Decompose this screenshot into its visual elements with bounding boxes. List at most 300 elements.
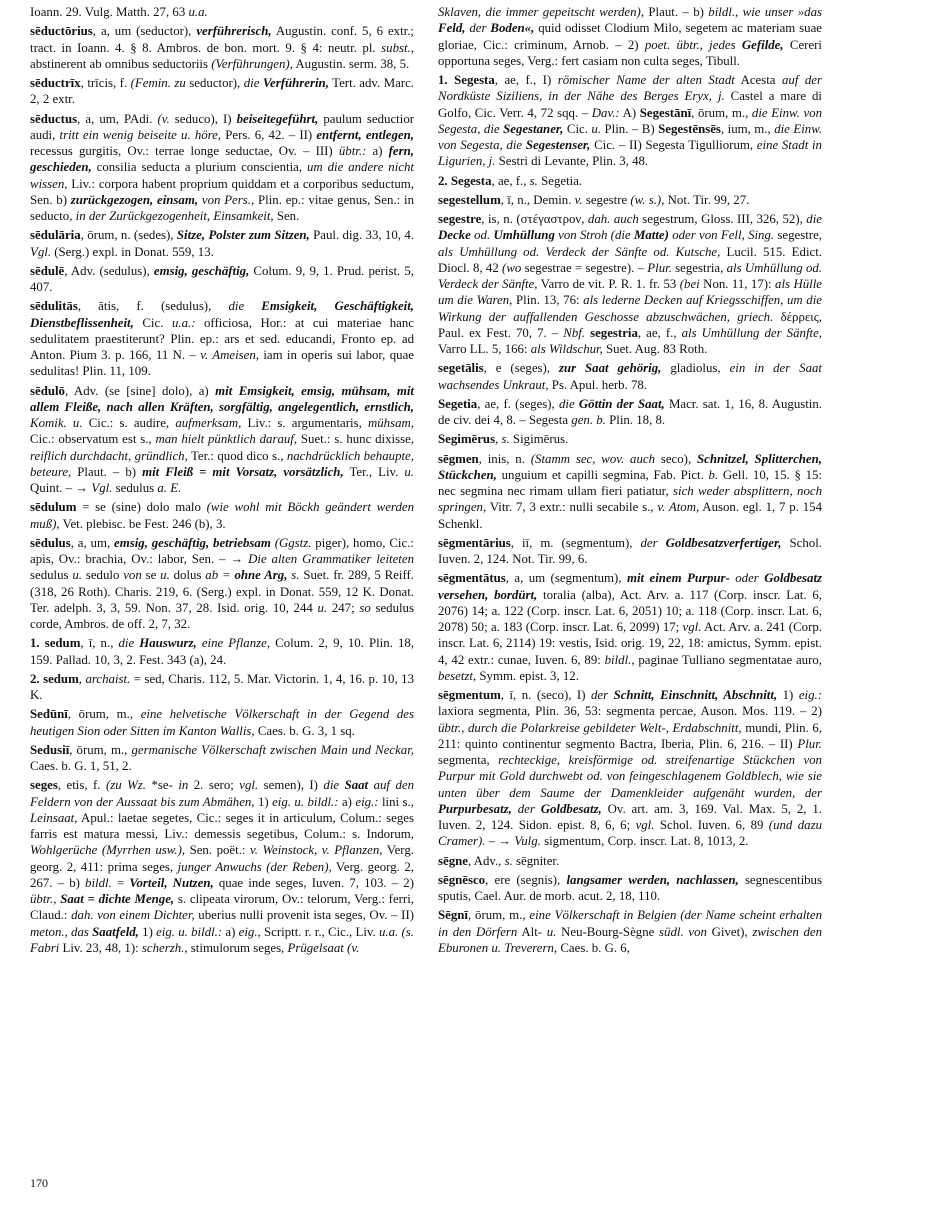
entry-text: Tert. adv. Marc. 2, 2 extr.	[30, 76, 414, 107]
dictionary-entry	[438, 451, 822, 532]
bold-italic-term: Decke	[438, 228, 471, 243]
dictionary-entry	[438, 396, 822, 429]
entry-text: , Adv.,	[467, 853, 505, 868]
entry-text: Suet. Aug. 83 Roth.	[602, 342, 708, 356]
entry-text: officiosa, Hor.: at cui materiae hanc sedulitatem praestiterunt? Plin. ep.: ars et sed. educandi, Fronto ep. ad Anton. Pium 3. p. 166, 11 N. –	[30, 315, 415, 362]
entry-italic: in der Zurückgezogenheit, Einsamkeit,	[75, 209, 274, 223]
dictionary-entry	[30, 777, 414, 956]
entry-text: Quint. – →	[30, 481, 92, 495]
entry-italic: Vgl.	[91, 481, 113, 495]
headword: 1. sedum	[30, 636, 81, 651]
entry-text: Varro de vit. P. R. 1. fr. 53	[537, 277, 680, 291]
entry-text: ,	[78, 671, 86, 686]
entry-text: , ī, n. (seco), I)	[500, 688, 591, 702]
headword: sēductōrius	[30, 24, 93, 39]
bold-italic-term: Hauswurz,	[139, 636, 197, 651]
bold-italic-term: Goldbesatz versehen, bordürt,	[438, 571, 823, 602]
entry-text: consilia seducta a plurium conscientia,	[91, 160, 307, 175]
entry-italic: aufmerksam,	[175, 416, 242, 430]
entry-text: a)	[338, 794, 356, 809]
dictionary-entry	[438, 687, 822, 850]
bold-italic-term: Umhüllung	[493, 228, 555, 243]
dictionary-entry	[438, 907, 822, 956]
bold-italic-term: Saatfeld,	[92, 924, 139, 939]
entry-text: Ov. art. am. 3, 169. Val. Max. 5, 2, 1. Iuven. 2, 124. Sidon. epist. 8, 6, 6;	[438, 801, 823, 832]
bold-italic-term: ohne Arg,	[234, 568, 288, 583]
bold-italic-term: mit einem Purpur-	[626, 571, 730, 586]
entry-text: , ōrum, m.,	[69, 742, 132, 757]
dictionary-entry	[438, 535, 822, 568]
entry-italic: scherzh.,	[141, 940, 188, 955]
entry-italic: übtr.,	[30, 892, 57, 906]
entry-italic: Nbf.	[563, 325, 586, 340]
entry-text: Cic.: observatum est s.,	[30, 432, 156, 447]
headword: Sedūnī	[30, 707, 68, 722]
entry-text: Caes. b. G. 6,	[557, 940, 630, 955]
entry-italic: u.a.	[188, 5, 208, 19]
page-number: 170	[30, 1176, 48, 1190]
headword: sēgmentārius	[438, 535, 511, 550]
headword: sēgmentum	[438, 688, 501, 702]
headword: sēgnēsco	[438, 872, 486, 887]
dictionary-entry	[30, 742, 414, 775]
entry-text: Alt-	[517, 924, 547, 939]
entry-text: – →	[485, 834, 515, 849]
entry-text: , ī, n.,	[80, 636, 119, 651]
entry-text: Acesta	[734, 73, 782, 87]
entry-italic: von Stroh (die	[554, 228, 634, 243]
entry-text: piger), homo, Cic.: apis, Ov.: brachia, Ov.: labor, Sen. – →	[30, 535, 414, 566]
entry-text: unguium et capilli segmina, Fab. Pict.	[496, 467, 709, 482]
entry-text: laxiora segmenta, Plin. 36, 53: segmenta percae, Auson. Mos. 119. – 2)	[438, 704, 822, 719]
entry-italic: b.	[708, 467, 719, 482]
entry-italic: rechteckige, kreisförmige od. streifenartige Stückchen von Purpur mit Gold durchwebt od. von feingeschlagenem Goldblech, wie sie unten über dem Saume der Damenkleider aufgenäht wurden, der	[438, 753, 822, 800]
entry-text: Caes. b. G. 1, 51, 2.	[30, 759, 132, 773]
headword: segestre	[438, 212, 482, 226]
entry-text: , ōrum, m.,	[691, 105, 752, 120]
entry-text: Plaut. – b)	[71, 464, 143, 479]
entry-italic: s.	[504, 853, 513, 868]
entry-text: ,	[495, 432, 502, 447]
entry-italic: oder	[729, 571, 765, 586]
entry-italic: dah. von einem Dichter,	[71, 908, 195, 923]
entry-text: Sestri di Levante, Plin. 3, 48.	[495, 154, 649, 169]
entry-italic: u.	[72, 568, 83, 583]
entry-italic: eine Stadt in Ligurien, j.	[438, 138, 822, 169]
dictionary-entry	[30, 706, 414, 739]
dictionary-entry	[30, 635, 414, 668]
entry-italic: (und dazu Cramer).	[438, 818, 822, 849]
entry-text: Cic.: s. audire,	[82, 416, 176, 430]
dictionary-entry	[30, 263, 414, 296]
entry-text: Ps. Apul. herb. 78.	[548, 377, 648, 392]
entry-text: a)	[222, 924, 239, 939]
entry-text: , Adv. (se [sine] dolo), a)	[64, 383, 216, 398]
dictionary-entry	[438, 853, 822, 869]
dictionary-entry	[438, 173, 822, 189]
entry-italic: als lederne Decken auf Kriegsschiffen, um die Wirkung der auffallenden Geschosse abzuschwächen, griech.	[438, 293, 822, 324]
bold-italic-term: beiseitegeführt,	[236, 111, 319, 126]
entry-text: (Serg.) expl. in Donat. 559, 13.	[51, 244, 214, 259]
entry-italic: u.a.:	[171, 315, 196, 330]
dictionary-entry	[438, 4, 822, 69]
entry-text: , ae, f., I)	[494, 73, 558, 87]
bold-italic-term: Vorteil, Nutzen,	[129, 875, 214, 890]
entry-italic: subst.,	[381, 40, 414, 55]
entry-text: 1)	[777, 688, 799, 702]
entry-italic: u.	[546, 924, 557, 939]
entry-text: segestria,	[671, 260, 727, 275]
entry-text: Augustin. conf. 5, 6 extr.; tract. in Ioann. 4. § 8. Ambros. de bon. mort. 9. § 4: neutr. pl.	[30, 24, 414, 55]
entry-text: Schol. Iuven. 6, 89	[654, 818, 769, 832]
entry-text: seductor),	[185, 76, 244, 90]
entry-italic: dah. auch	[587, 212, 639, 226]
entry-italic: nachdrücklich behaupte, beteure,	[30, 448, 414, 479]
entry-text: Gell. 10, 15. § 15: nec segmina nec rimam ullam fieri patiatur,	[438, 467, 822, 498]
entry-italic: zwischen den Eburonen u. Treverern,	[438, 924, 823, 955]
entry-text: Verg. georg. 2, 267. – b)	[30, 859, 414, 890]
entry-text: Schol. Iuven. 2, 124. Not. Tir. 99, 6.	[438, 535, 822, 566]
entry-text: , is, n. (στέγαστρον,	[481, 212, 588, 226]
entry-text: Auson. egl. 1, 7 p. 154 Schenkl.	[438, 500, 823, 531]
entry-text: recessus gurgitis, Ov.: terrae longe seductae, Ov. – III)	[30, 144, 339, 158]
headword: sēdulum	[30, 500, 77, 515]
headword: sēdulitās	[30, 299, 78, 314]
entry-text: , iī, m. (segmentum),	[510, 535, 641, 550]
entry-text: Ter., Liv.	[343, 464, 405, 479]
headword: sēdulus	[30, 535, 71, 550]
entry-text: Suet.: s. hunc dixisse,	[297, 432, 414, 447]
bold-italic-term: verführerisch,	[196, 24, 272, 39]
entry-text: Not. Tir. 99, 27.	[664, 192, 750, 207]
entry-italic: v.	[574, 192, 583, 207]
bold-italic-term: Saat	[344, 778, 369, 793]
entry-italic: die	[228, 299, 262, 314]
entry-text: sēgniter.	[512, 853, 560, 868]
entry-italic: mühsam,	[367, 416, 414, 430]
entry-text: paginae Tulliano segmentatae auro,	[634, 652, 822, 667]
entry-text: sedulo	[82, 568, 124, 583]
entry-text: Plin. 13, 76:	[512, 293, 584, 308]
dictionary-entry	[30, 499, 414, 532]
entry-text: Macr. sat. 1, 16, 8. Augustin. de civ. dei 4, 8. – Segesta	[438, 396, 823, 427]
bold-italic-term: Goldbesatzverfertiger,	[665, 535, 782, 550]
entry-italic: eig. u. bildl.:	[272, 794, 339, 809]
entry-italic: od.	[470, 228, 494, 243]
entry-text: 1)	[254, 794, 273, 809]
entry-italic: der	[590, 688, 614, 702]
entry-text: segestrum, Gloss. III, 326, 52),	[638, 212, 807, 226]
entry-italic: auf der Nordküste Siziliens, in der Nähe des Berges Eryx, j.	[438, 73, 822, 104]
bold-italic-term: Purpurbesatz,	[438, 801, 512, 816]
bold-italic-term: Saat = dichte Menge,	[60, 892, 175, 906]
entry-text: = sed, Charis. 112, 5. Mar. Victorin. 1, 4, 16. p. 10, 13 K.	[30, 671, 414, 702]
bold-italic-term: Göttin der Saat,	[578, 396, 665, 411]
entry-text: , ae, f.,	[637, 325, 682, 340]
headword: segetālis	[438, 361, 484, 376]
entry-italic: (wie wohl mit Böckh geändert werden muß),	[30, 500, 414, 531]
entry-text: , ae, f.,	[491, 173, 530, 188]
bold-italic-term: Verführerin,	[262, 76, 329, 90]
entry-text: seduco), I)	[169, 111, 237, 126]
entry-italic: die	[243, 76, 263, 90]
dictionary-entry	[30, 23, 414, 72]
entry-text: Scriptt. r. r., Cic., Liv.	[260, 924, 379, 939]
entry-text: segnescentibus sputis, Cael. Aur. de morb. acut. 2, 18, 110.	[438, 872, 822, 903]
entry-italic: gen. b.	[571, 413, 606, 427]
entry-italic: germanische Völkerschaft zwischen Main und Neckar,	[131, 742, 415, 757]
entry-text: , trīcis, f.	[80, 76, 131, 90]
entry-text: , ī, n., Demin.	[500, 192, 575, 207]
entry-italic: Vgl.	[30, 244, 52, 259]
entry-italic: südl. von	[659, 924, 707, 939]
entry-text: Plin. ep.: vitae genus, Sen.: in seducto,	[30, 192, 414, 223]
entry-italic: Vulg.	[514, 834, 541, 849]
entry-text: iam in operis sui labor, quae sedulitas! Plin. 11, 109.	[30, 348, 414, 379]
entry-text: Varro LL. 5, 166:	[438, 342, 531, 356]
entry-italic: (Stamm sec, wov. auch	[530, 451, 656, 466]
bold-italic-term: Goldbesatz,	[540, 801, 602, 816]
entry-text: lini s.,	[378, 794, 414, 809]
entry-italic: die Einw. von Segesta, die	[438, 121, 823, 152]
entry-text: , e (seges),	[483, 361, 559, 376]
dictionary-entry	[438, 360, 822, 393]
entry-italic: meton., das	[30, 924, 93, 939]
dictionary-entry	[438, 192, 822, 208]
entry-italic: v. Weinstock, v. Pflanzen,	[250, 843, 383, 858]
entry-italic: u.a. (s. Fabri	[30, 924, 414, 955]
entry-text: se	[141, 568, 161, 583]
entry-text: stimulorum seges,	[187, 940, 288, 955]
headword: sēdulō	[30, 383, 65, 398]
bold-italic-term: Matte)	[633, 228, 669, 243]
entry-text: = se (sine) dolo malo	[76, 500, 207, 515]
entry-italic: junger Anwuchs (der Reben),	[177, 859, 332, 874]
entry-text: Cic. – II) Segesta Tigulliorum,	[590, 138, 757, 152]
bold-italic-term: Schnitt, Einschnitt, Abschnitt,	[613, 688, 778, 702]
entry-text: semen), I)	[258, 778, 324, 793]
entry-italic: eig.,	[238, 924, 261, 939]
entry-italic: (w. s.),	[630, 192, 665, 207]
entry-text: , etis, f.	[57, 778, 106, 793]
headword: sēgmen	[438, 451, 479, 466]
bold-italic-term: Sitze, Polster zum Sitzen,	[176, 228, 310, 243]
entry-italic: (Femin. zu	[130, 76, 186, 90]
entry-text: Vitr. 7, 3 extr.: nulli secabile s.,	[486, 500, 658, 515]
dictionary-entry	[438, 872, 822, 905]
entry-text: dolus	[169, 568, 206, 583]
entry-text: , a, um,	[70, 535, 115, 550]
headword: sēdulāria	[30, 228, 81, 243]
entry-text: Liv.: corpora habent proprium quiddam et a corporibus seductum, Sen. b)	[30, 176, 414, 207]
entry-italic: Dav.:	[591, 105, 620, 120]
entry-italic: (bei	[679, 277, 700, 291]
entry-text: Apul.: laetae segetes, Cic.: seges it in articulum, Colum.: seges farris est matura messi, Liv.: demessis segetibus, Colum.: s. Indorum,	[30, 810, 414, 841]
entry-italic: die	[118, 636, 140, 651]
bold-italic-term: Gefilde,	[741, 37, 784, 52]
bold-italic-term: zurückgezogen, einsam,	[70, 192, 199, 207]
entry-italic: die	[558, 396, 579, 411]
headword: 2. Segesta	[438, 173, 492, 188]
headword: sēgne	[438, 853, 468, 868]
entry-text: Neu-Bourg-Sègne	[556, 924, 660, 939]
entry-text: quae inde seges, Iuven. 7, 103. – 2)	[213, 875, 414, 890]
entry-text: , a, um (segmentum),	[505, 571, 627, 586]
entry-italic: (v.	[157, 111, 170, 126]
headword: sēductus	[30, 111, 78, 126]
entry-italic: um die andere nicht wissen,	[30, 160, 414, 191]
headword: Segetia	[438, 396, 478, 411]
bold-italic-term: Segestaner,	[503, 121, 564, 136]
entry-text: abstinerent ab omnibus seductoriis	[30, 56, 212, 71]
entry-italic: die	[323, 778, 345, 793]
entry-text: , Adv. (sedulus),	[64, 263, 154, 278]
dictionary-entry	[30, 298, 414, 379]
entry-text: Paul. dig. 33, 10, 4.	[309, 228, 414, 243]
entry-italic: der	[511, 801, 541, 816]
entry-italic: als Wildschur,	[530, 342, 603, 356]
bold-italic-term: zur Saat gehörig,	[558, 361, 662, 376]
entry-italic: v. Ameisen,	[200, 348, 259, 362]
entry-text: seco),	[655, 451, 697, 466]
headword: sēgmentātus	[438, 571, 506, 586]
entry-italic: eine Pflanze,	[196, 636, 271, 651]
entry-text: , ōrum, m.,	[67, 707, 141, 722]
entry-italic: man hielt pünktlich darauf,	[155, 432, 298, 447]
dictionary-entry	[438, 570, 822, 684]
entry-text: gladiolus,	[661, 361, 730, 376]
entry-italic: auf den Feldern von der Aussaat bis zum Abmähen,	[30, 778, 414, 809]
entry-text: Augustin. serm. 38, 5.	[292, 56, 410, 71]
entry-text: Act. Arv. a. 241 (Corp. inscr. Lat. 6, 2114) 19: vestis, Isid. orig. 19, 22, 18: amictus, Symm. epist. 4, 42 extr.: cunae, Iuven. 6, 89:	[438, 620, 822, 667]
bold-italic-term: Feld,	[438, 21, 466, 36]
entry-text: Cic.	[563, 121, 592, 136]
entry-italic: eig.:	[355, 794, 379, 809]
dictionary-entry	[438, 72, 822, 170]
entry-text: *se-	[146, 778, 179, 793]
entry-italic: archaist.	[85, 671, 131, 686]
entry-text: segestrae = segestre). –	[521, 260, 648, 275]
entry-text: Verg. georg. 2, 411: prima seges,	[30, 843, 414, 874]
entry-italic: als Umhüllung der Sänfte,	[681, 325, 822, 340]
entry-text: A)	[619, 105, 640, 120]
entry-text: =	[111, 875, 130, 890]
entry-italic: u.	[591, 121, 602, 136]
bold-italic-term: Schnitzel, Splitterchen, Stückchen,	[438, 451, 822, 482]
entry-text: Segetia.	[537, 173, 583, 188]
bold-italic-term: Emsigkeit, Geschäftigkeit, Dienstbeflissenheit,	[30, 299, 415, 330]
entry-text: Vet. plebisc. be Fest. 246 (b), 3.	[59, 516, 226, 531]
bold-italic-term: Segestenser,	[525, 138, 591, 152]
entry-text: Colum. 2, 9, 10. Plin. 18, 159. Pallad. 10, 3, 2. Fest. 343 (a), 24.	[30, 636, 415, 667]
entry-italic: die Einw. von Segesta, die	[438, 105, 823, 136]
entry-italic: der	[640, 535, 666, 550]
entry-text: Ioann. 29. Vulg. Matth. 27, 63	[30, 5, 189, 19]
entry-italic: Die alten Grammatiker leiteten	[248, 552, 414, 566]
entry-italic: von	[123, 568, 142, 583]
entry-text: , ium, m.,	[720, 121, 775, 136]
entry-italic: u.	[317, 600, 328, 615]
entry-text: , a, um (seductor),	[92, 24, 197, 39]
entry-text: , inis, n.	[478, 451, 531, 466]
entry-text: mundi, Plin. 6, 211: quinto continentur segmento Bactra, Iberia, Plin. 6, 216. – II)	[438, 720, 822, 751]
entry-text: Plaut. – b)	[644, 5, 709, 19]
headword: sēductrīx	[30, 76, 81, 90]
entry-text: Cereri opportuna seges, Verg.: fert casiam non culta seges, Tibull.	[438, 37, 822, 68]
dictionary-entry	[438, 431, 822, 447]
entry-italic: eine Völkerschaft in Belgien (der Name scheint erhalten in den Dörfern	[438, 908, 822, 939]
entry-italic: tritt ein wenig beiseite u. höre,	[59, 127, 222, 142]
entry-italic: u.	[160, 568, 170, 583]
entry-text: Castel a mare di Golfo, Cic. Verr. 4, 72 sqq. –	[438, 89, 822, 120]
entry-text: , a, um, PAdi.	[77, 111, 158, 126]
entry-italic: als Umhüllung od. Verdeck der Sänfte,	[438, 260, 822, 291]
entry-text: segestre	[582, 192, 631, 207]
entry-text: a)	[366, 144, 389, 158]
entry-text: Lucil. 515. Edict. Diocl. 8, 42	[438, 244, 822, 275]
entry-text: sigmentum, Corp. inscr. Lat. 8, 1013, 2.	[540, 834, 749, 849]
entry-italic: sich weder absplittern, noch springen,	[438, 484, 822, 515]
entry-text: Sigimērus.	[509, 432, 569, 447]
bold-italic-term: Boden«,	[490, 21, 535, 36]
entry-text: , ātis, f. (sedulus),	[77, 299, 229, 314]
entry-text: Suet. fr. 289, 5 Reiff. (318, 26 Roth). Charis. 219, 6. (Serg.) expl. in Donat. 559, 12 K. Donat. Ter. adelph. 3, 3, 59. Non. 37, 28. Isid. orig. 10, 244	[30, 568, 415, 615]
entry-italic: bildl., wie unser »das	[708, 5, 823, 19]
entry-italic: in	[178, 778, 189, 793]
entry-text: s. clipeata virorum, Ov.: telorum, Verg.: ferri, Claud.:	[30, 892, 414, 923]
bold-italic-term: entfernt, entlegen,	[316, 127, 414, 142]
entry-italic: bildl.,	[604, 652, 635, 667]
entry-italic: von Pers.,	[198, 192, 255, 207]
entry-italic: eig.:	[798, 688, 822, 702]
headword: 2. sedum	[30, 671, 79, 686]
dictionary-entry	[30, 227, 414, 260]
entry-italic: besetzt,	[438, 668, 477, 683]
entry-text: 247;	[327, 600, 360, 615]
entry-text: Ter.: quod dico s.,	[187, 448, 287, 463]
entry-text: Sen. poët.:	[185, 843, 250, 858]
entry-italic: vgl.	[682, 620, 702, 634]
entry-italic: poet. übtr., jedes	[644, 37, 742, 52]
dictionary-entry	[30, 4, 414, 20]
entry-text: Colum. 9, 9, 1. Prud. perist. 5, 407.	[30, 263, 414, 294]
entry-italic: reiflich durchdacht, gründlich,	[30, 448, 188, 463]
entry-text: sedulus	[30, 568, 73, 583]
entry-text: segestre,	[774, 228, 822, 243]
entry-text: 1)	[138, 924, 157, 939]
entry-italic: Sklaven, die immer gepeitscht werden),	[438, 5, 645, 19]
dictionary-entry	[30, 383, 414, 497]
entry-italic: Leinsaat,	[30, 810, 78, 825]
entry-italic: ein in der Saat wachsendes Unkraut,	[438, 361, 822, 392]
headword: 1. Segesta	[438, 73, 495, 87]
dictionary-entry	[438, 211, 822, 357]
bold-italic-term: langsamer werden, nachlassen,	[566, 872, 739, 887]
entry-italic: eig. u. bildl.:	[156, 924, 223, 939]
headword: seges	[30, 778, 58, 793]
bold-italic-term: mit Emsigkeit, emsig, mühsam, mit allem Fleiße, nach allen Kräften, sorgfältig, angelegentlich, ernstlich,	[30, 383, 414, 414]
entry-text: , ae, f. (seges),	[477, 396, 559, 411]
entry-italic: ab =	[205, 568, 235, 583]
entry-text: quid odisset Clodium Milo, segetem ac materiam suae gloriae, Cic.: criminum, Arnob. – 2)	[438, 21, 822, 52]
entry-text: Liv. 23, 48, 1):	[59, 940, 142, 955]
entry-italic: Plur.	[647, 260, 672, 275]
left-column	[30, 4, 414, 959]
headword: Segestēnsēs	[658, 121, 721, 136]
entry-italic: als Umhüllung od. Verdeck der Sänfte od. Kutsche,	[438, 244, 721, 259]
entry-text: , ōrum, n. (sedes),	[80, 228, 177, 243]
entry-italic: so	[359, 600, 371, 615]
